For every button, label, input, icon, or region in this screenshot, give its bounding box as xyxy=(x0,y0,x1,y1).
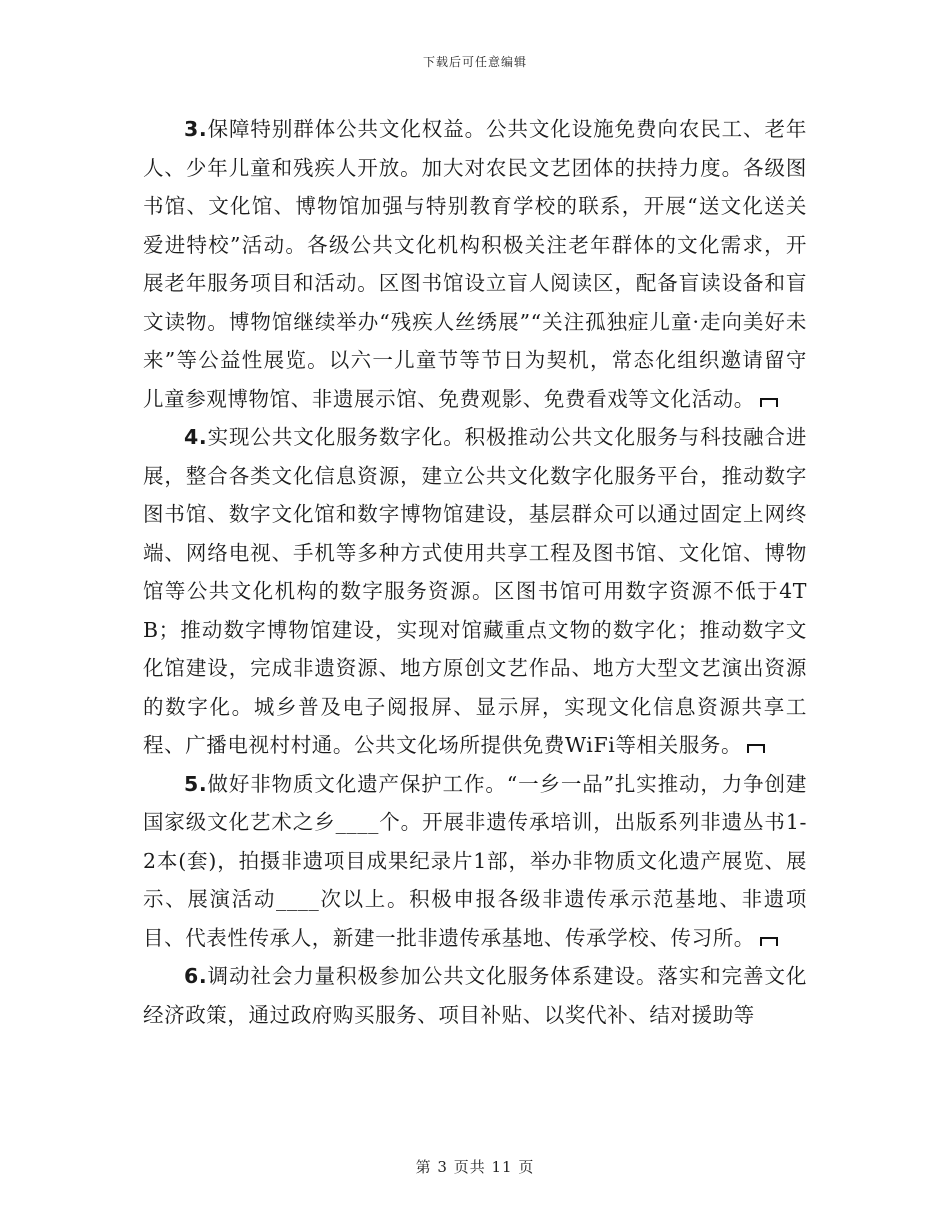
paragraph-number: 3. xyxy=(184,117,208,141)
document-body xyxy=(143,110,807,1034)
page-header: 下载后可任意编辑 xyxy=(422,55,527,69)
paragraph-mark-icon xyxy=(746,740,766,754)
paragraph-4 xyxy=(143,418,807,765)
paragraph-text: 实现公共文化服务数字化。积极推动公共文化服务与科技融合进展，整合各类文化信息资源，建立公共文化数字化服务平台，推动数字图书馆、数字文化馆和数字博物馆建设，基层群众可以通过固定上网终端、网络电视、手机等多种方式使用共享工程及图书馆、文化馆、博物馆等公共文化机构的数字服务资源。区图书馆可用数字资源不低于4TB；推动数字博物馆建设，实现对馆藏重点文物的数字化；推动数字文化馆建设，完成非遗资源、地方原创文艺作品、地方大型文艺演出资源的数字化。城乡普及电子阅报屏、显示屏，实现文化信息资源共享工程、广播电视村村通。公共文化场所提供免费WiFi等相关服务。 xyxy=(143,425,807,757)
page-footer: 第 3 页共 11 页 xyxy=(415,1158,535,1176)
paragraph-text: 调动社会力量积极参加公共文化服务体系建设。落实和完善文化经济政策，通过政府购买服务、项目补贴、以奖代补、结对援助等 xyxy=(143,964,807,1027)
paragraph-number: 5. xyxy=(184,771,208,796)
paragraph-number: 6. xyxy=(184,964,208,988)
paragraph-6 xyxy=(143,957,807,1034)
paragraph-number: 4. xyxy=(184,425,208,449)
paragraph-mark-icon xyxy=(759,933,779,947)
paragraph-mark-icon xyxy=(759,394,779,408)
paragraph-text: 保障特别群体公共文化权益。公共文化设施免费向农民工、老年人、少年儿童和残疾人开放。加大对农民文艺团体的扶持力度。各级图书馆、文化馆、博物馆加强与特别教育学校的联系，开展“送文化送关爱进特校”活动。各级公共文化机构积极关注老年群体的文化需求，开展老年服务项目和活动。区图书馆设立盲人阅读区，配备盲读设备和盲文读物。博物馆继续举办“残疾人丝绣展”“关注孤独症儿童·走向美好未来”等公益性展览。以六一儿童节等节日为契机，常态化组织邀请留守儿童参观博物馆、非遗展示馆、免费观影、免费看戏等文化活动。 xyxy=(143,117,807,411)
paragraph-3 xyxy=(143,110,807,418)
paragraph-text: 做好非物质文化遗产保护工作。“一乡一品”扎实推动，力争创建国家级文化艺术之乡____个。开展非遗传承培训，出版系列非遗丛书1-2本(套)，拍摄非遗项目成果纪录片1部，举办非物质文化遗产展览、展示、展演活动____次以上。积极申报各级非遗传承示范基地、非遗项目、代表性传承人，新建一批非遗传承基地、传承学校、传习所。 xyxy=(143,771,807,950)
paragraph-5 xyxy=(143,765,807,958)
